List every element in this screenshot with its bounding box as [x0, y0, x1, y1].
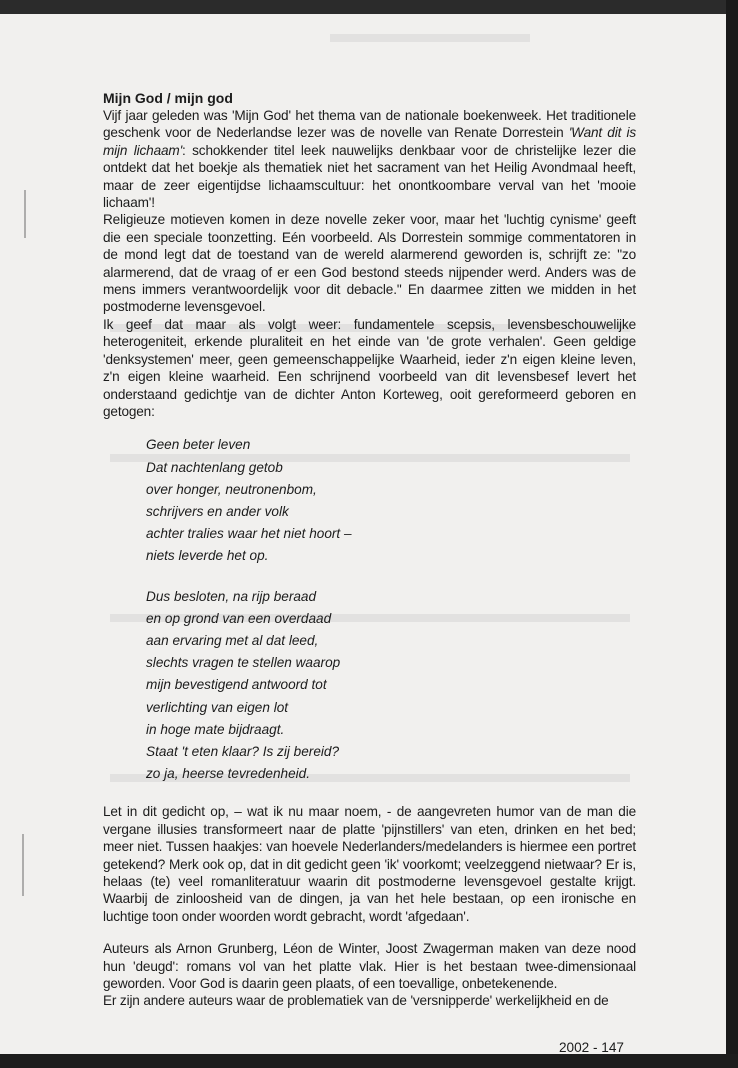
page-number: 2002 - 147: [558, 1040, 624, 1054]
poem-stanza-2: [146, 586, 636, 786]
scan-edge-bottom: [0, 1054, 738, 1068]
poem-line: niets leverde het op.: [146, 548, 269, 564]
paragraph-2: Religieuze motieven komen in deze novelle zeker voor, maar het 'luchtig cynisme' geeft die een speciale toonzetting. Eén voorbeeld. Als Dorrestein sommige commentatoren in de mond legt dat de toestand van de wereld alarmerend geworden is, schrijft ze: "zo alarmerend, dat de vraag of er een God bestond steeds nijpender werd. Anders was de mens immers verantwoordelijk voor dit debacle." En daarmee zitten we midden in het postmoderne levensgevoel.: [103, 212, 636, 315]
poem-line: schrijvers en ander volk: [146, 503, 289, 519]
poem-line: verlichting van eigen lot: [146, 699, 289, 715]
poem-line: zo ja, heerse tevredenheid.: [146, 766, 310, 782]
article-title: Mijn God / mijn god: [103, 90, 233, 106]
poem-line: slechts vragen te stellen waarop: [146, 655, 341, 671]
book-title: 'Want dit is mijn lichaam': [103, 125, 636, 158]
scan-edge-right: [726, 0, 738, 1068]
poem-line: en op grond van een overdaad: [146, 610, 332, 626]
poem-line: Staat 't eten klaar? Is zij bereid?: [146, 743, 340, 759]
paragraph-1: Vijf jaar geleden was 'Mijn God' het thema van de nationale boekenweek. Het traditionele geschenk voor de Nederlandse lezer was de novelle van Renate Dorrestein 'Want dit is mijn lichaam': schokkender titel leek nauwelijks denkbaar voor de christelijke lezer die ontdekt dat het boekje als thematiek niet het sacrament van het Heilig Avondmaal heeft, maar de zeer eigentijdse lichaamscultuur: het onontkoombare verval van het 'mooie lichaam'!: [103, 108, 636, 211]
poem-line: in hoge mate bijdraagt.: [146, 721, 285, 737]
binding-mark-bottom: [22, 834, 24, 896]
paragraph-6: Er zijn andere auteurs waar de problematiek van de 'versnipperde' werkelijkheid en de: [103, 993, 609, 1009]
paragraph-5: Auteurs als Arnon Grunberg, Léon de Winter, Joost Zwagerman maken van deze nood hun 'deugd': romans vol van het platte vlak. Hier is het bestaan twee-dimensionaal geworden. Voor God is daarin geen plaats, of een toevallige, onbetekenende.: [103, 941, 636, 992]
poem: [146, 434, 636, 785]
article: [103, 90, 636, 1010]
paragraph-3: Ik geef dat maar als volgt weer: fundamentele scepsis, levensbeschouwelijke heterogeniteit, erkende pluraliteit en het einde van 'de grote verhalen'. Geen geldige 'denksystemen' meer, geen gemeenschappelijke Waarheid, ieder z'n eigen kleine leven, z'n eigen kleine waarheid. Een schrijnend voorbeeld van dit levensbesef levert het onderstaand gedichtje van de dichter Anton Korteweg, ooit gereformeerd geboren en getogen:: [103, 316, 636, 419]
poem-line: aan ervaring met al dat leed,: [146, 632, 319, 648]
poem-line: Dus besloten, na rijp beraad: [146, 588, 317, 604]
paragraph-4: Let in dit gedicht op, – wat ik nu maar noem, - de aangevreten humor van de man die vergane illusies transformeert naar de platte 'pijnstillers' van eten, drinken en het bed; meer niet. Tussen haakjes: van hoevele Nederlanders/medelanders is hiermee een portret getekend? Merk ook op, dat in dit gedicht geen 'ik' voorkomt; veelzeggend nietwaar? Er is, helaas (te) veel romanliteratuur waarin dit postmoderne levensgevoel gestalte krijgt. Waarbij de zinloosheid van de dingen, ja van het hele bestaan, op een ironische en luchtige toon onder woorden wordt gebracht, wordt 'afgedaan'.: [103, 804, 636, 924]
poem-stanza-1: [146, 434, 636, 567]
poem-line: mijn bevestigend antwoord tot: [146, 677, 327, 693]
poem-line: Geen beter leven: [146, 437, 251, 453]
poem-line: over honger, neutronenbom,: [146, 481, 317, 497]
document-page: [0, 14, 726, 1054]
poem-line: Dat nachtenlang getob: [146, 459, 283, 475]
poem-line: achter tralies waar het niet hoort –: [146, 526, 352, 542]
binding-mark-top: [24, 190, 26, 238]
